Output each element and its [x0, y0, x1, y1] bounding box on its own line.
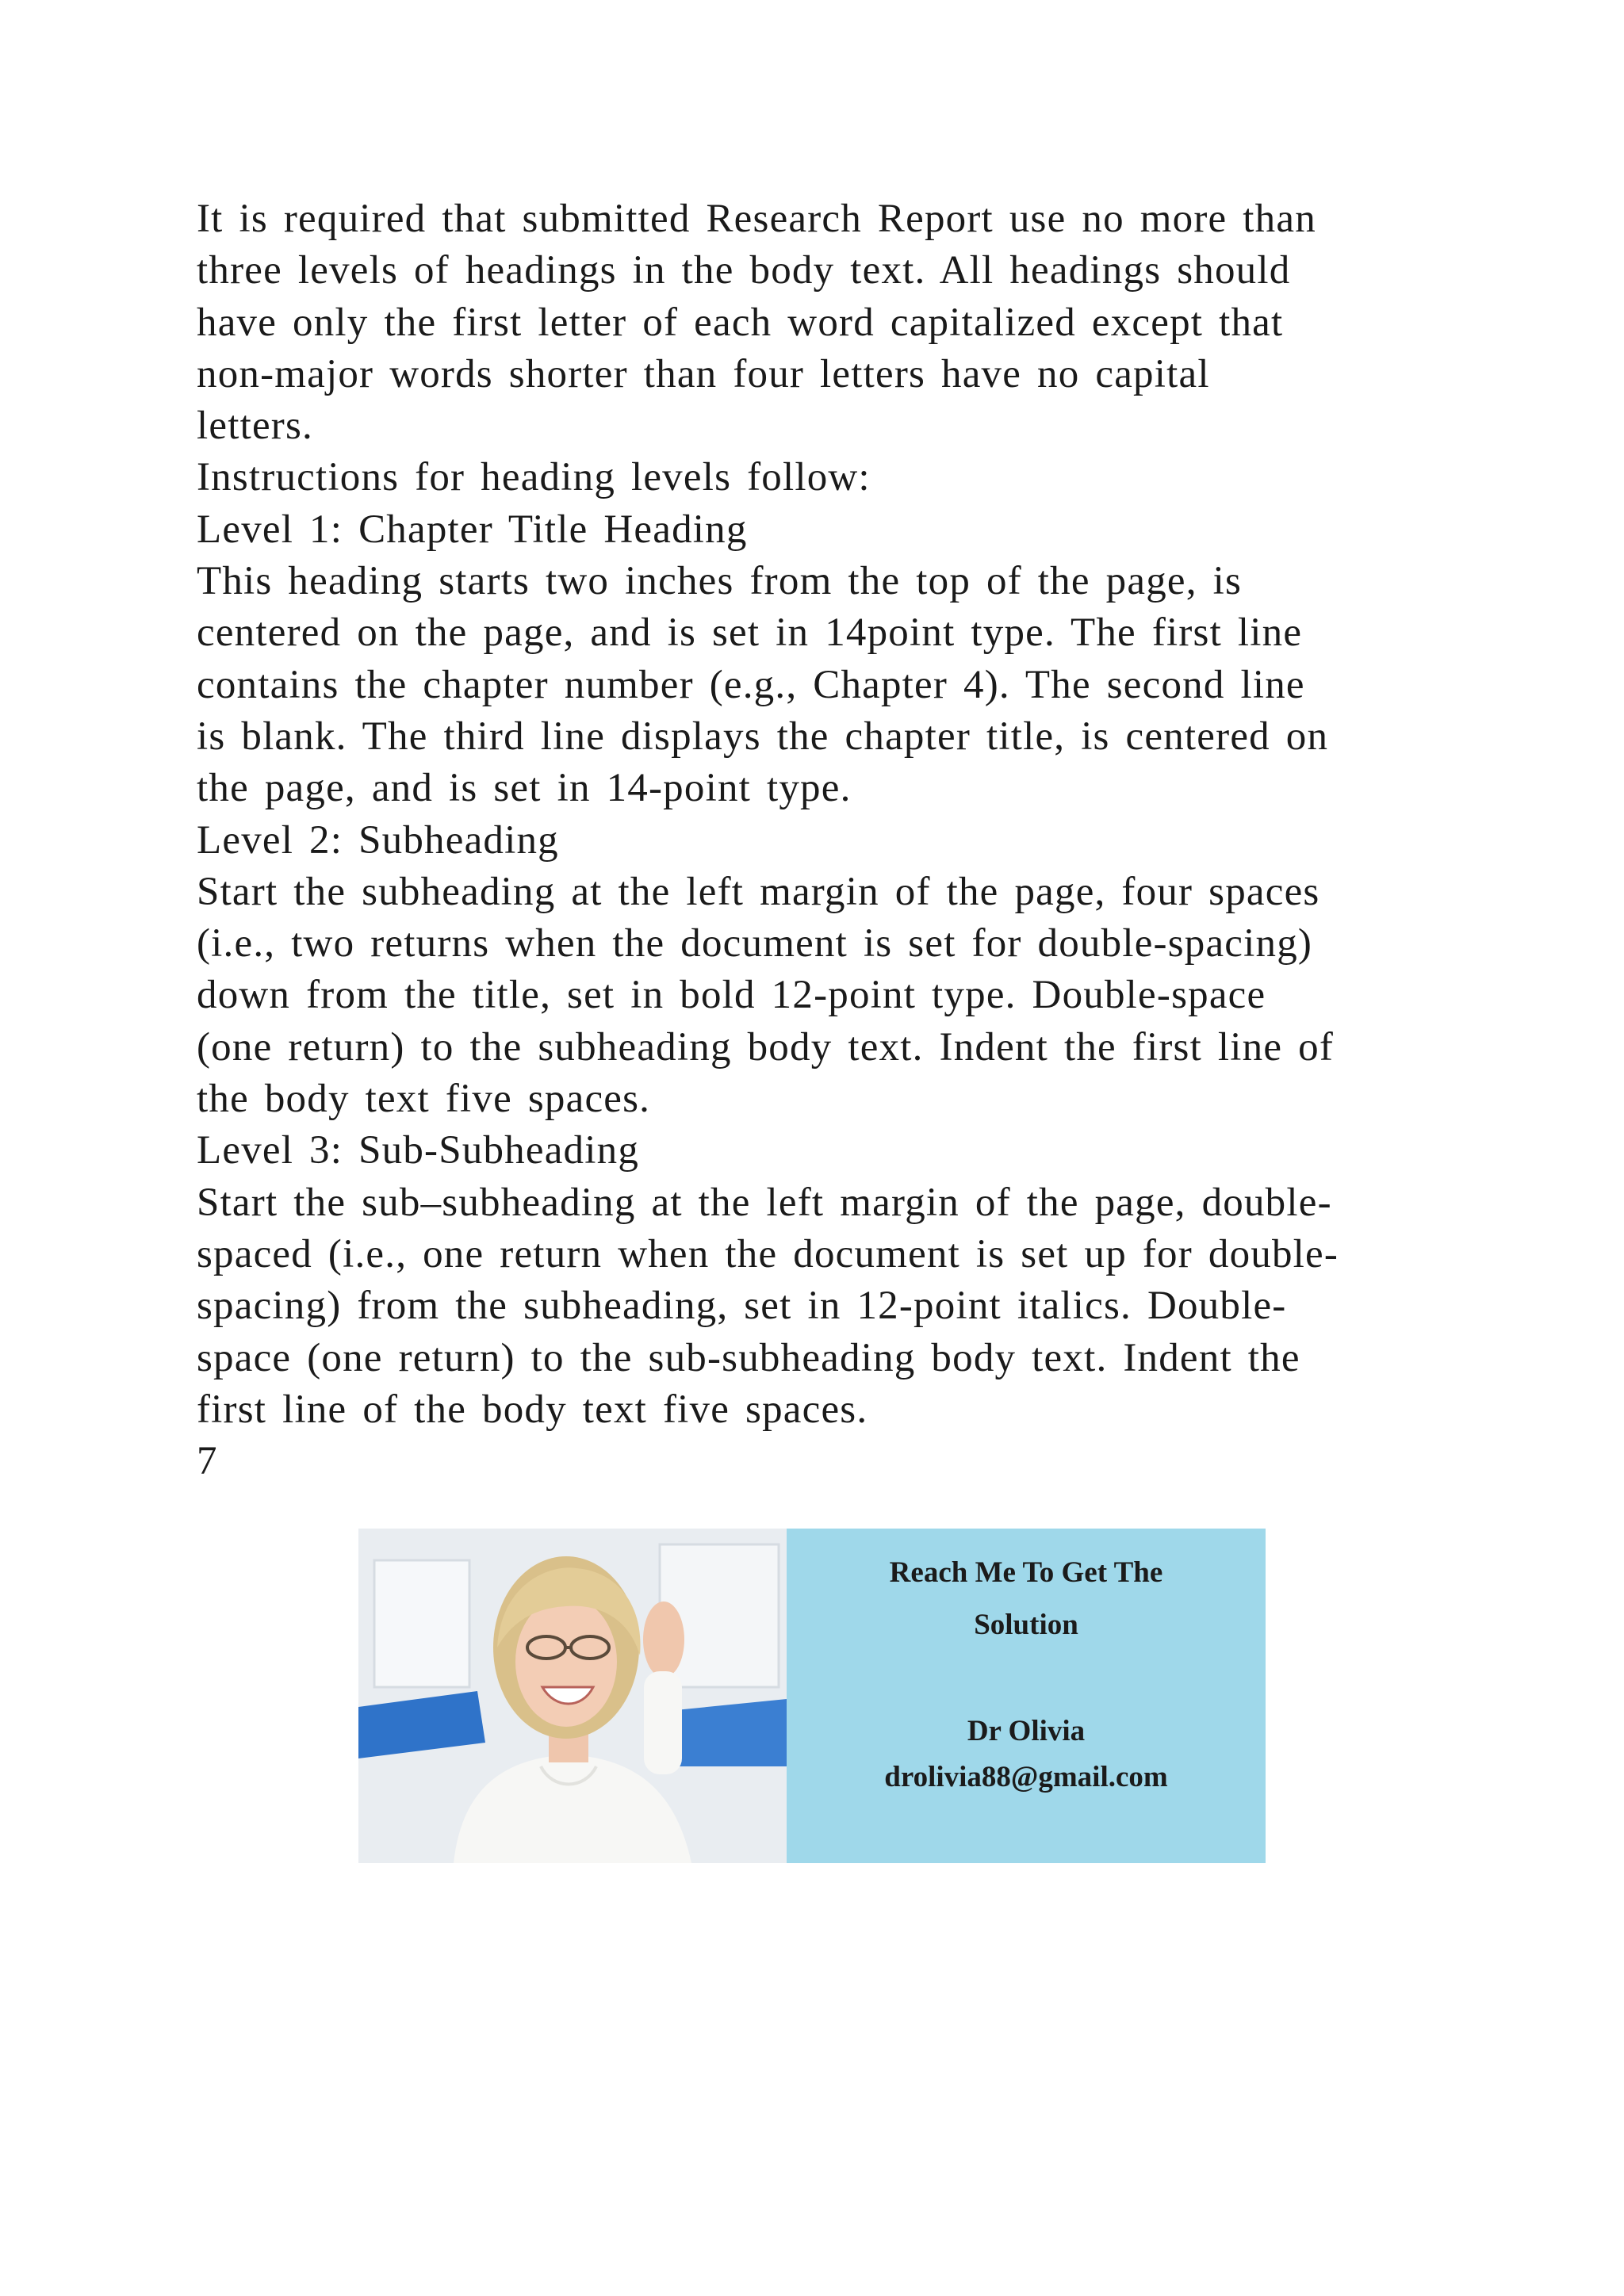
text-line: three levels of headings in the body text. All headings should	[197, 248, 1291, 293]
text-line: non-major words shorter than four letters have no capital	[197, 351, 1210, 396]
heading-level-3-line: Level 3: Sub-Subheading	[197, 1128, 640, 1173]
text-line: space (one return) to the sub-subheading body text. Indent the	[197, 1335, 1300, 1380]
heading-level-1-line: Level 1: Chapter Title Heading	[197, 507, 748, 552]
page-number: 7	[197, 1439, 218, 1484]
woman-photo	[358, 1529, 787, 1863]
text-line: first line of the body text five spaces.	[197, 1387, 868, 1432]
body-text	[197, 193, 1434, 1487]
contact-email[interactable]: drolivia88@gmail.com	[884, 1761, 1168, 1793]
text-line: (i.e., two returns when the document is set for double-spacing)	[197, 921, 1313, 966]
banner-subheading: Solution	[974, 1609, 1078, 1641]
text-line: centered on the page, and is set in 14point type. The first line	[197, 610, 1303, 656]
text-line: spaced (i.e., one return when the document is set up for double-	[197, 1231, 1339, 1276]
text-line: This heading starts two inches from the top of the page, is	[197, 559, 1243, 604]
contact-banner	[358, 1529, 1266, 1863]
text-line: It is required that submitted Research Report use no more than	[197, 197, 1316, 241]
text-line: have only the first letter of each word capitalized except that	[197, 300, 1284, 345]
text-line: spacing) from the subheading, set in 12-point italics. Double-	[197, 1284, 1287, 1329]
text-line: the page, and is set in 14-point type.	[197, 766, 852, 811]
contact-name: Dr Olivia	[967, 1715, 1086, 1747]
text-line: is blank. The third line displays the chapter title, is centered on	[197, 714, 1329, 759]
woman-illustration	[358, 1529, 787, 1863]
text-line: letters.	[197, 404, 313, 449]
contact-info-panel	[787, 1529, 1266, 1863]
text-line: Start the sub–subheading at the left margin of the page, double-	[197, 1180, 1332, 1225]
text-line: contains the chapter number (e.g., Chapter 4). The second line	[197, 662, 1305, 707]
text-line: down from the title, set in bold 12-point type. Double-space	[197, 973, 1266, 1018]
text-line: Start the subheading at the left margin of the page, four spaces	[197, 869, 1320, 914]
banner-heading: Reach Me To Get The	[889, 1556, 1163, 1589]
text-line: (one return) to the subheading body text. Indent the first line of	[197, 1024, 1335, 1070]
heading-level-2-line: Level 2: Subheading	[197, 817, 559, 863]
text-line: Instructions for heading levels follow:	[197, 455, 871, 500]
text-line: the body text five spaces.	[197, 1077, 651, 1122]
